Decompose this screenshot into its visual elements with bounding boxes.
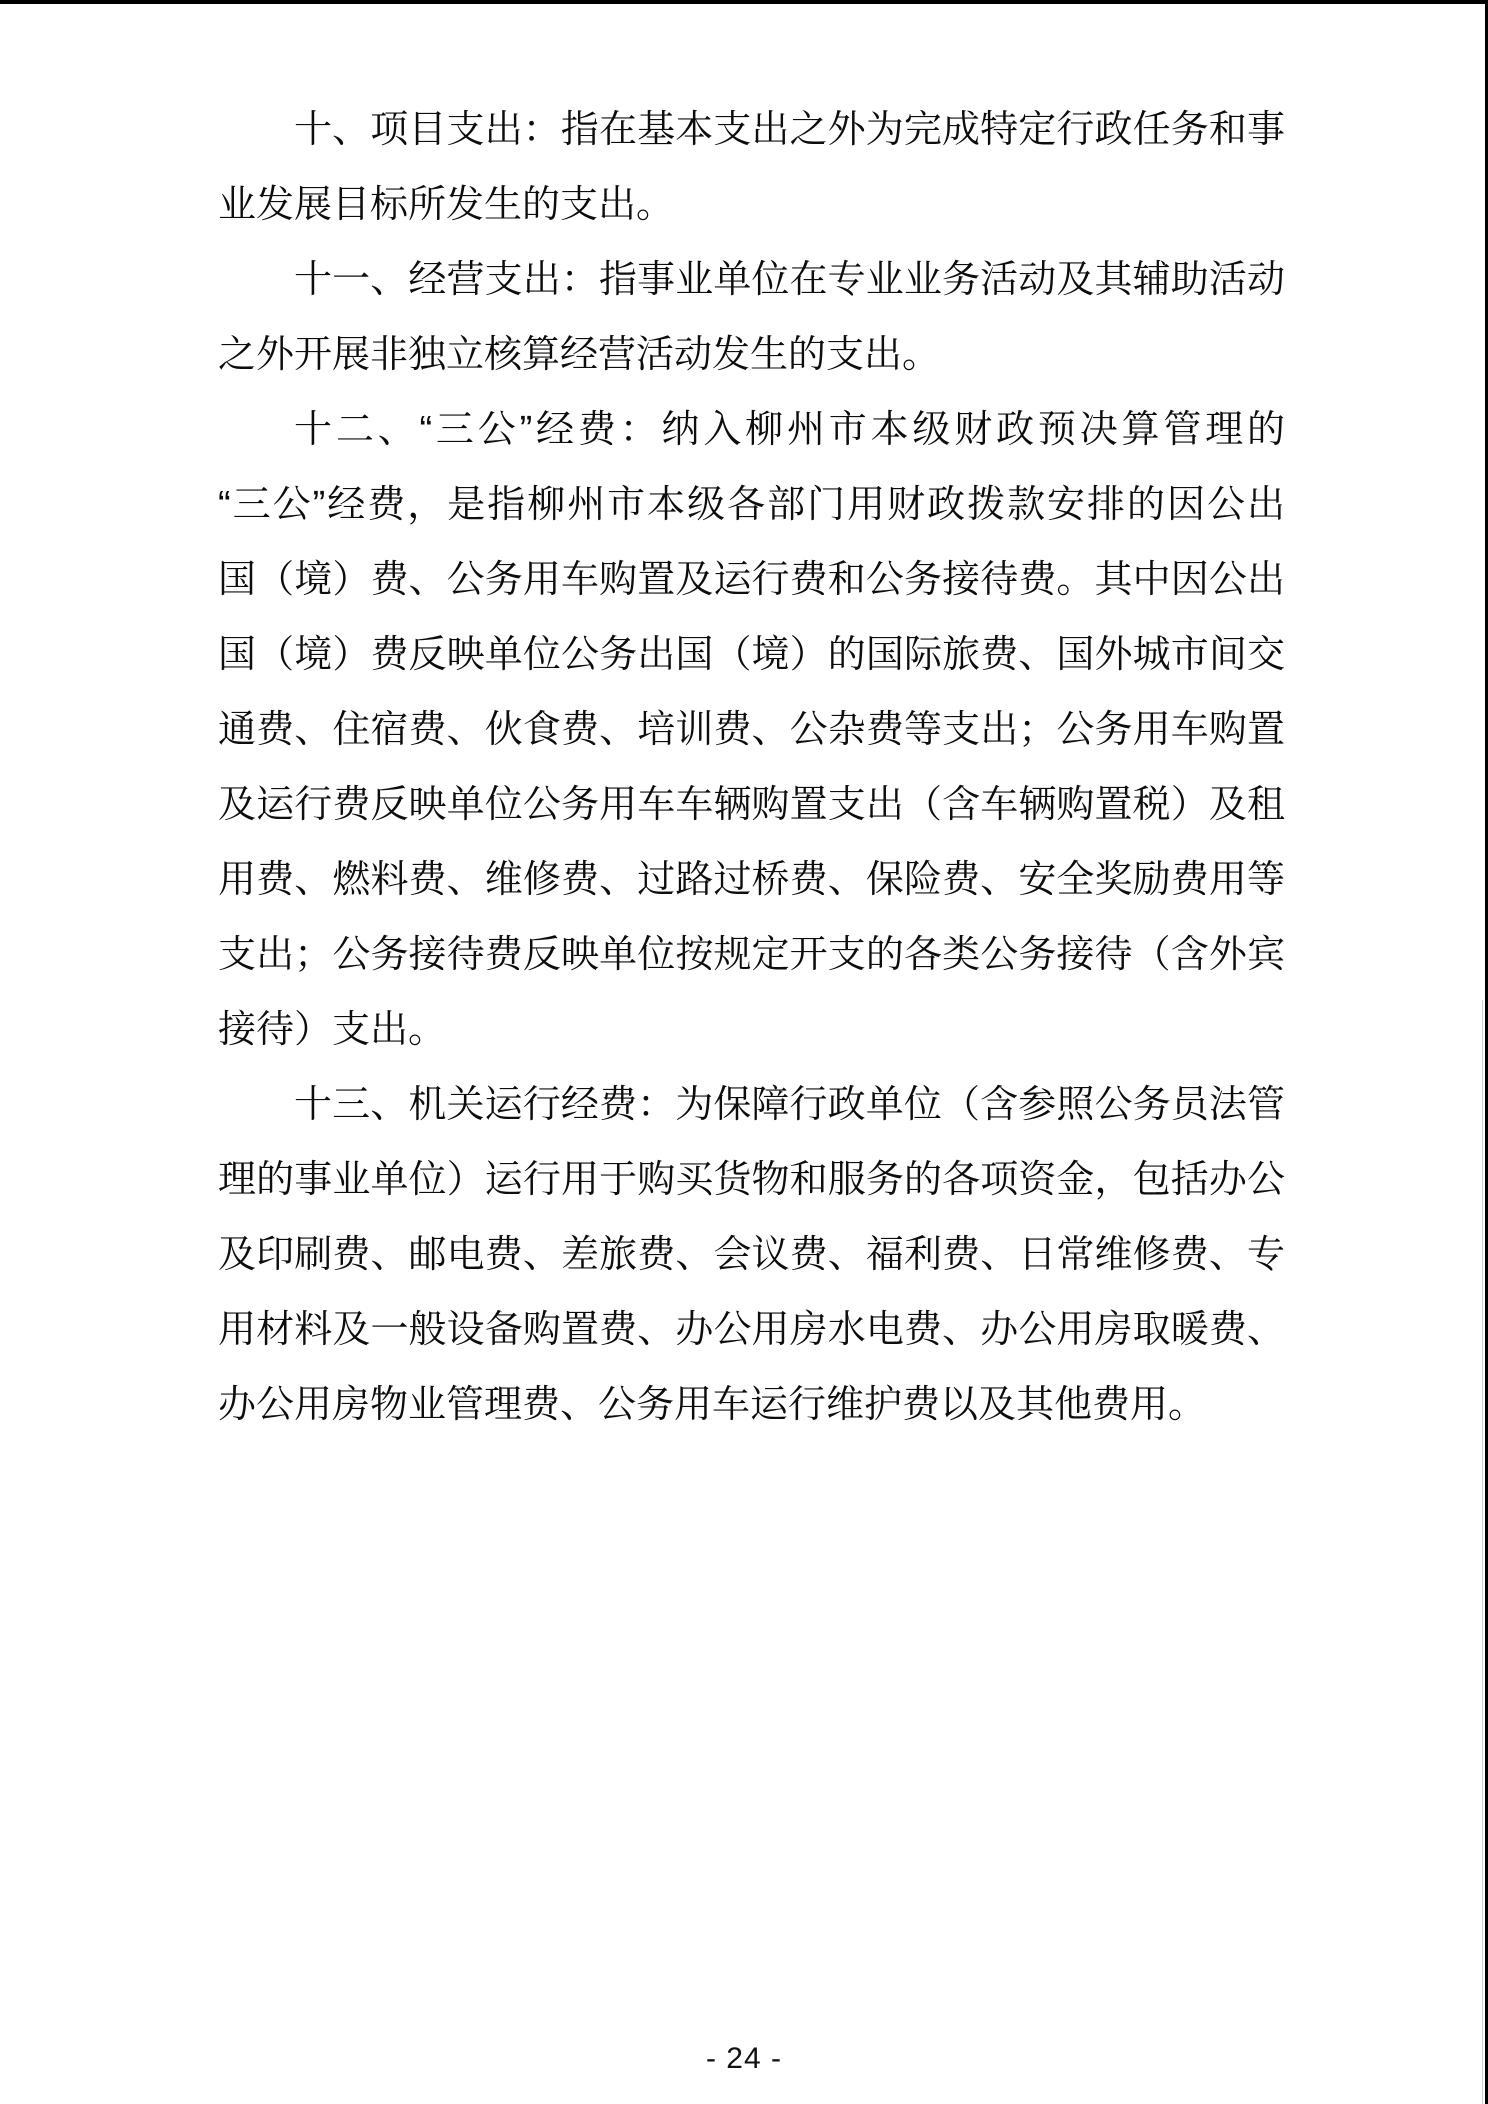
text-line: 接待）支出。 — [218, 1009, 447, 1051]
text-line: “三公”经费，是指柳州市本级各部门用财政拨款安排的因公出 — [218, 484, 1285, 526]
text-line: 十一、经营支出：指事业单位在专业业务活动及其辅助活动 — [294, 259, 1285, 301]
text-line: 用材料及一般设备购置费、办公用房水电费、办公用房取暖费、 — [218, 1309, 1285, 1351]
text-line: 之外开展非独立核算经营活动发生的支出。 — [218, 334, 941, 376]
text-line: 用费、燃料费、维修费、过路过桥费、保险费、安全奖励费用等 — [218, 859, 1285, 901]
text-line: 十、项目支出：指在基本支出之外为完成特定行政任务和事 — [294, 109, 1285, 151]
page-number: - 24 - — [705, 2042, 783, 2075]
text-line: 十三、机关运行经费：为保障行政单位（含参照公务员法管 — [294, 1084, 1285, 1126]
text-line: 国（境）费反映单位公务出国（境）的国际旅费、国外城市间交 — [218, 634, 1285, 676]
text-line: 及印刷费、邮电费、差旅费、会议费、福利费、日常维修费、专 — [218, 1234, 1285, 1276]
text-line: 支出；公务接待费反映单位按规定开支的各类公务接待（含外宾 — [218, 934, 1285, 976]
text-line: 业发展目标所发生的支出。 — [218, 184, 675, 226]
scan-edge-top — [0, 0, 1488, 4]
text-line: 十二、“三公”经费：纳入柳州市本级财政预决算管理的 — [294, 409, 1285, 451]
text-line: 办公用房物业管理费、公务用车运行维护费以及其他费用。 — [218, 1384, 1207, 1426]
text-line: 通费、住宿费、伙食费、培训费、公杂费等支出；公务用车购置 — [218, 709, 1285, 751]
text-line: 及运行费反映单位公务用车车辆购置支出（含车辆购置税）及租 — [218, 784, 1285, 826]
text-line: 理的事业单位）运行用于购买货物和服务的各项资金，包括办公 — [218, 1159, 1285, 1201]
document-text — [218, 93, 1285, 1443]
text-line: 国（境）费、公务用车购置及运行费和公务接待费。其中因公出 — [218, 559, 1285, 601]
scan-edge-right-faint — [1482, 1000, 1483, 2104]
